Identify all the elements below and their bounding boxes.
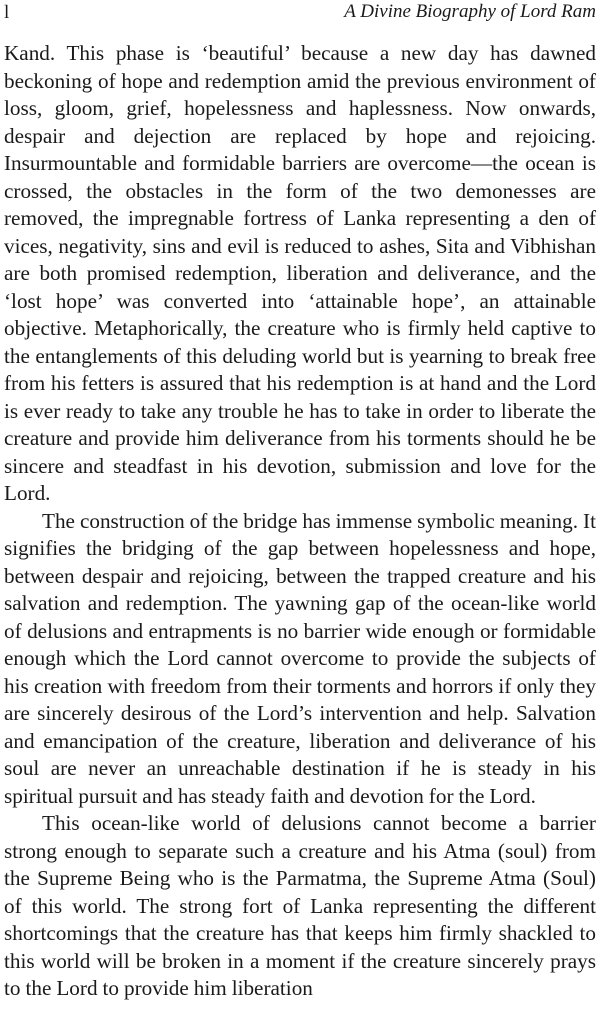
paragraph-bridge-symbolism: The construction of the bridge has immense symbolic meaning. It signifies the bridging of the gap between hopelessness and hope, between despair and rejoicing, between the trapped creature and his salvation and redemption. The yawning gap of the ocean-like world of delusions and entrapments is no barrier wide enough or formidable enough which the Lord cannot overcome to provide the subjects of his creation with freedom from their torments and horrors if only they are sincerely desirous of the Lord’s intervention and help. Salvation and emancipation of the creature, liberation and deliverance of his soul are never an unreachable destination if he is steady in his spiritual pursuit and has steady faith and devotion for the Lord. [4, 508, 596, 808]
paragraph-continued: Kand. This phase is ‘beautiful’ because a new day has dawned beckoning of hope and redemption amid the previous environment of loss, gloom, grief, hopelessness and haplessness. Now onwards, despair and dejection are replaced by hope and rejoicing. Insurmountable and formidable barriers are overcome—the ocean is crossed, the obstacles in the form of the two demonesses are removed, the impregnable fortress of Lanka representing a den of vices, negativity, sins and evil is reduced to ashes, Sita and Vibhishan are both promised redemption, liberation and deliverance, and the ‘lost hope’ was converted into ‘attainable hope’, an attainable objective. Metaphorically, the creature who is firmly held captive to the entanglements of this deluding world but is yearning to break free from his fetters is assured that his redemption is at hand and the Lord is ever ready to take any trouble he has to take in order to liberate the creature and provide him deliverance from his torments should he be sincere and steadfast in his devotion, submission and love for the Lord. [4, 41, 596, 505]
page-number: l [4, 2, 10, 23]
page-header [0, 0, 600, 28]
page-body [4, 40, 596, 1003]
paragraph-ocean-world: This ocean-like world of delusions cannot become a barrier strong enough to separate such a creature and his Atma (soul) from the Supreme Being who is the Parmatma, the Supreme Atma (Soul) of this world. The strong fort of Lanka representing the different shortcomings that the creature has that keeps him firmly shackled to this world will be broken in a moment if the creature sincerely prays to the Lord to provide him liberation [4, 811, 596, 1000]
running-title: A Divine Biography of Lord Ram [344, 1, 596, 22]
